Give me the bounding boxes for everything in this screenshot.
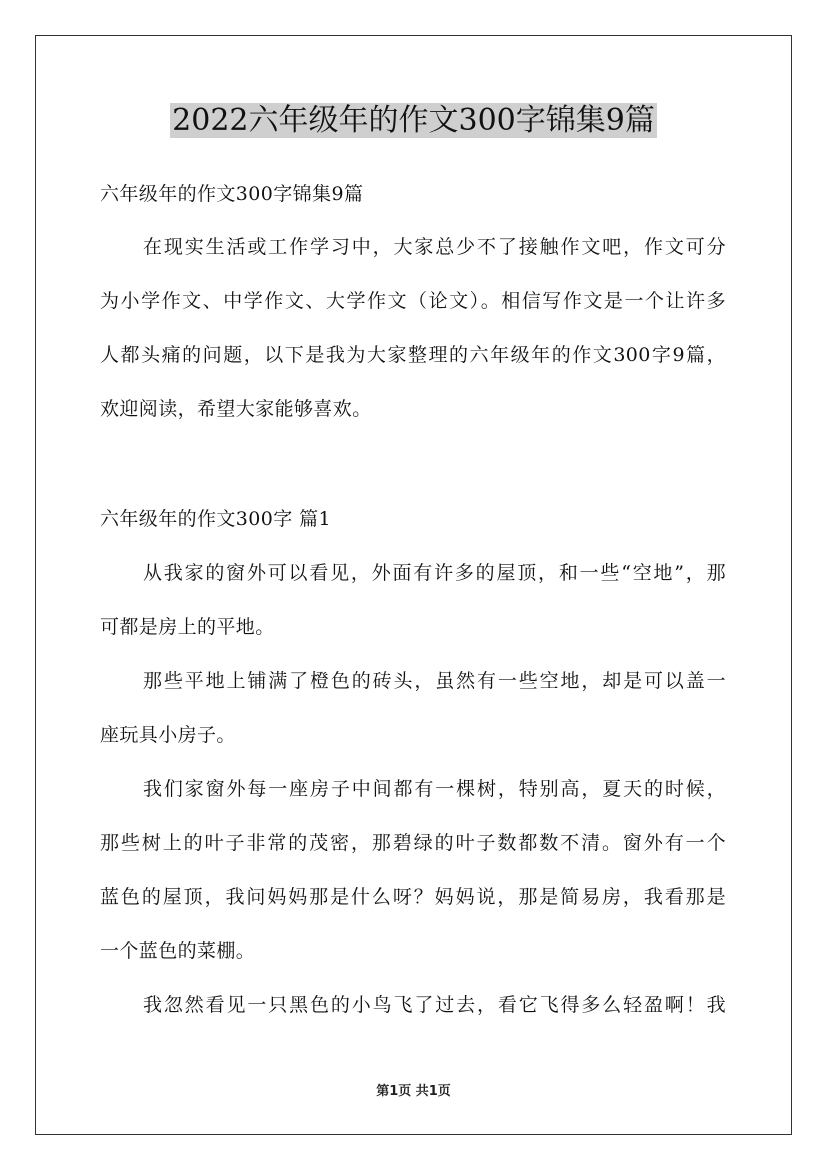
body-line: 我忽然看见一只黑色的小鸟飞了过去，看它飞得多么轻盈啊！我 xyxy=(143,994,726,1016)
intro-line: 在现实生活或工作学习中，大家总少不了接触作文吧，作文可分 xyxy=(143,236,726,258)
document-title xyxy=(0,98,827,144)
body-line: 可都是房上的平地。 xyxy=(100,616,275,638)
body-line: 那些平地上铺满了橙色的砖头，虽然有一些空地，却是可以盖一 xyxy=(143,670,726,692)
body-line: 一个蓝色的菜棚。 xyxy=(100,940,256,962)
body-line: 蓝色的屋顶，我问妈妈那是什么呀？妈妈说，那是简易房，我看那是 xyxy=(100,886,726,908)
body-line: 从我家的窗外可以看见，外面有许多的屋顶，和一些“空地”，那 xyxy=(143,562,726,584)
body-line: 座玩具小房子。 xyxy=(100,724,236,746)
document-title-text: 2022六年级年的作文300字锦集9篇 xyxy=(172,103,655,138)
body-line: 那些树上的叶子非常的茂密，那碧绿的叶子数都数不清。窗外有一个 xyxy=(100,832,726,854)
body-line: 我们家窗外每一座房子中间都有一棵树，特别高，夏天的时候， xyxy=(143,778,726,800)
document-subtitle: 六年级年的作文300字锦集9篇 xyxy=(100,183,364,205)
intro-line: 为小学作文、中学作文、大学作文（论文）。相信写作文是一个让许多 xyxy=(100,290,726,312)
section-heading: 六年级年的作文300字 篇1 xyxy=(100,508,331,530)
intro-line: 人都头痛的问题，以下是我为大家整理的六年级年的作文300字9篇， xyxy=(100,344,726,366)
intro-line: 欢迎阅读，希望大家能够喜欢。 xyxy=(100,398,372,420)
page-footer: 第1页 共1页 xyxy=(376,1084,451,1099)
